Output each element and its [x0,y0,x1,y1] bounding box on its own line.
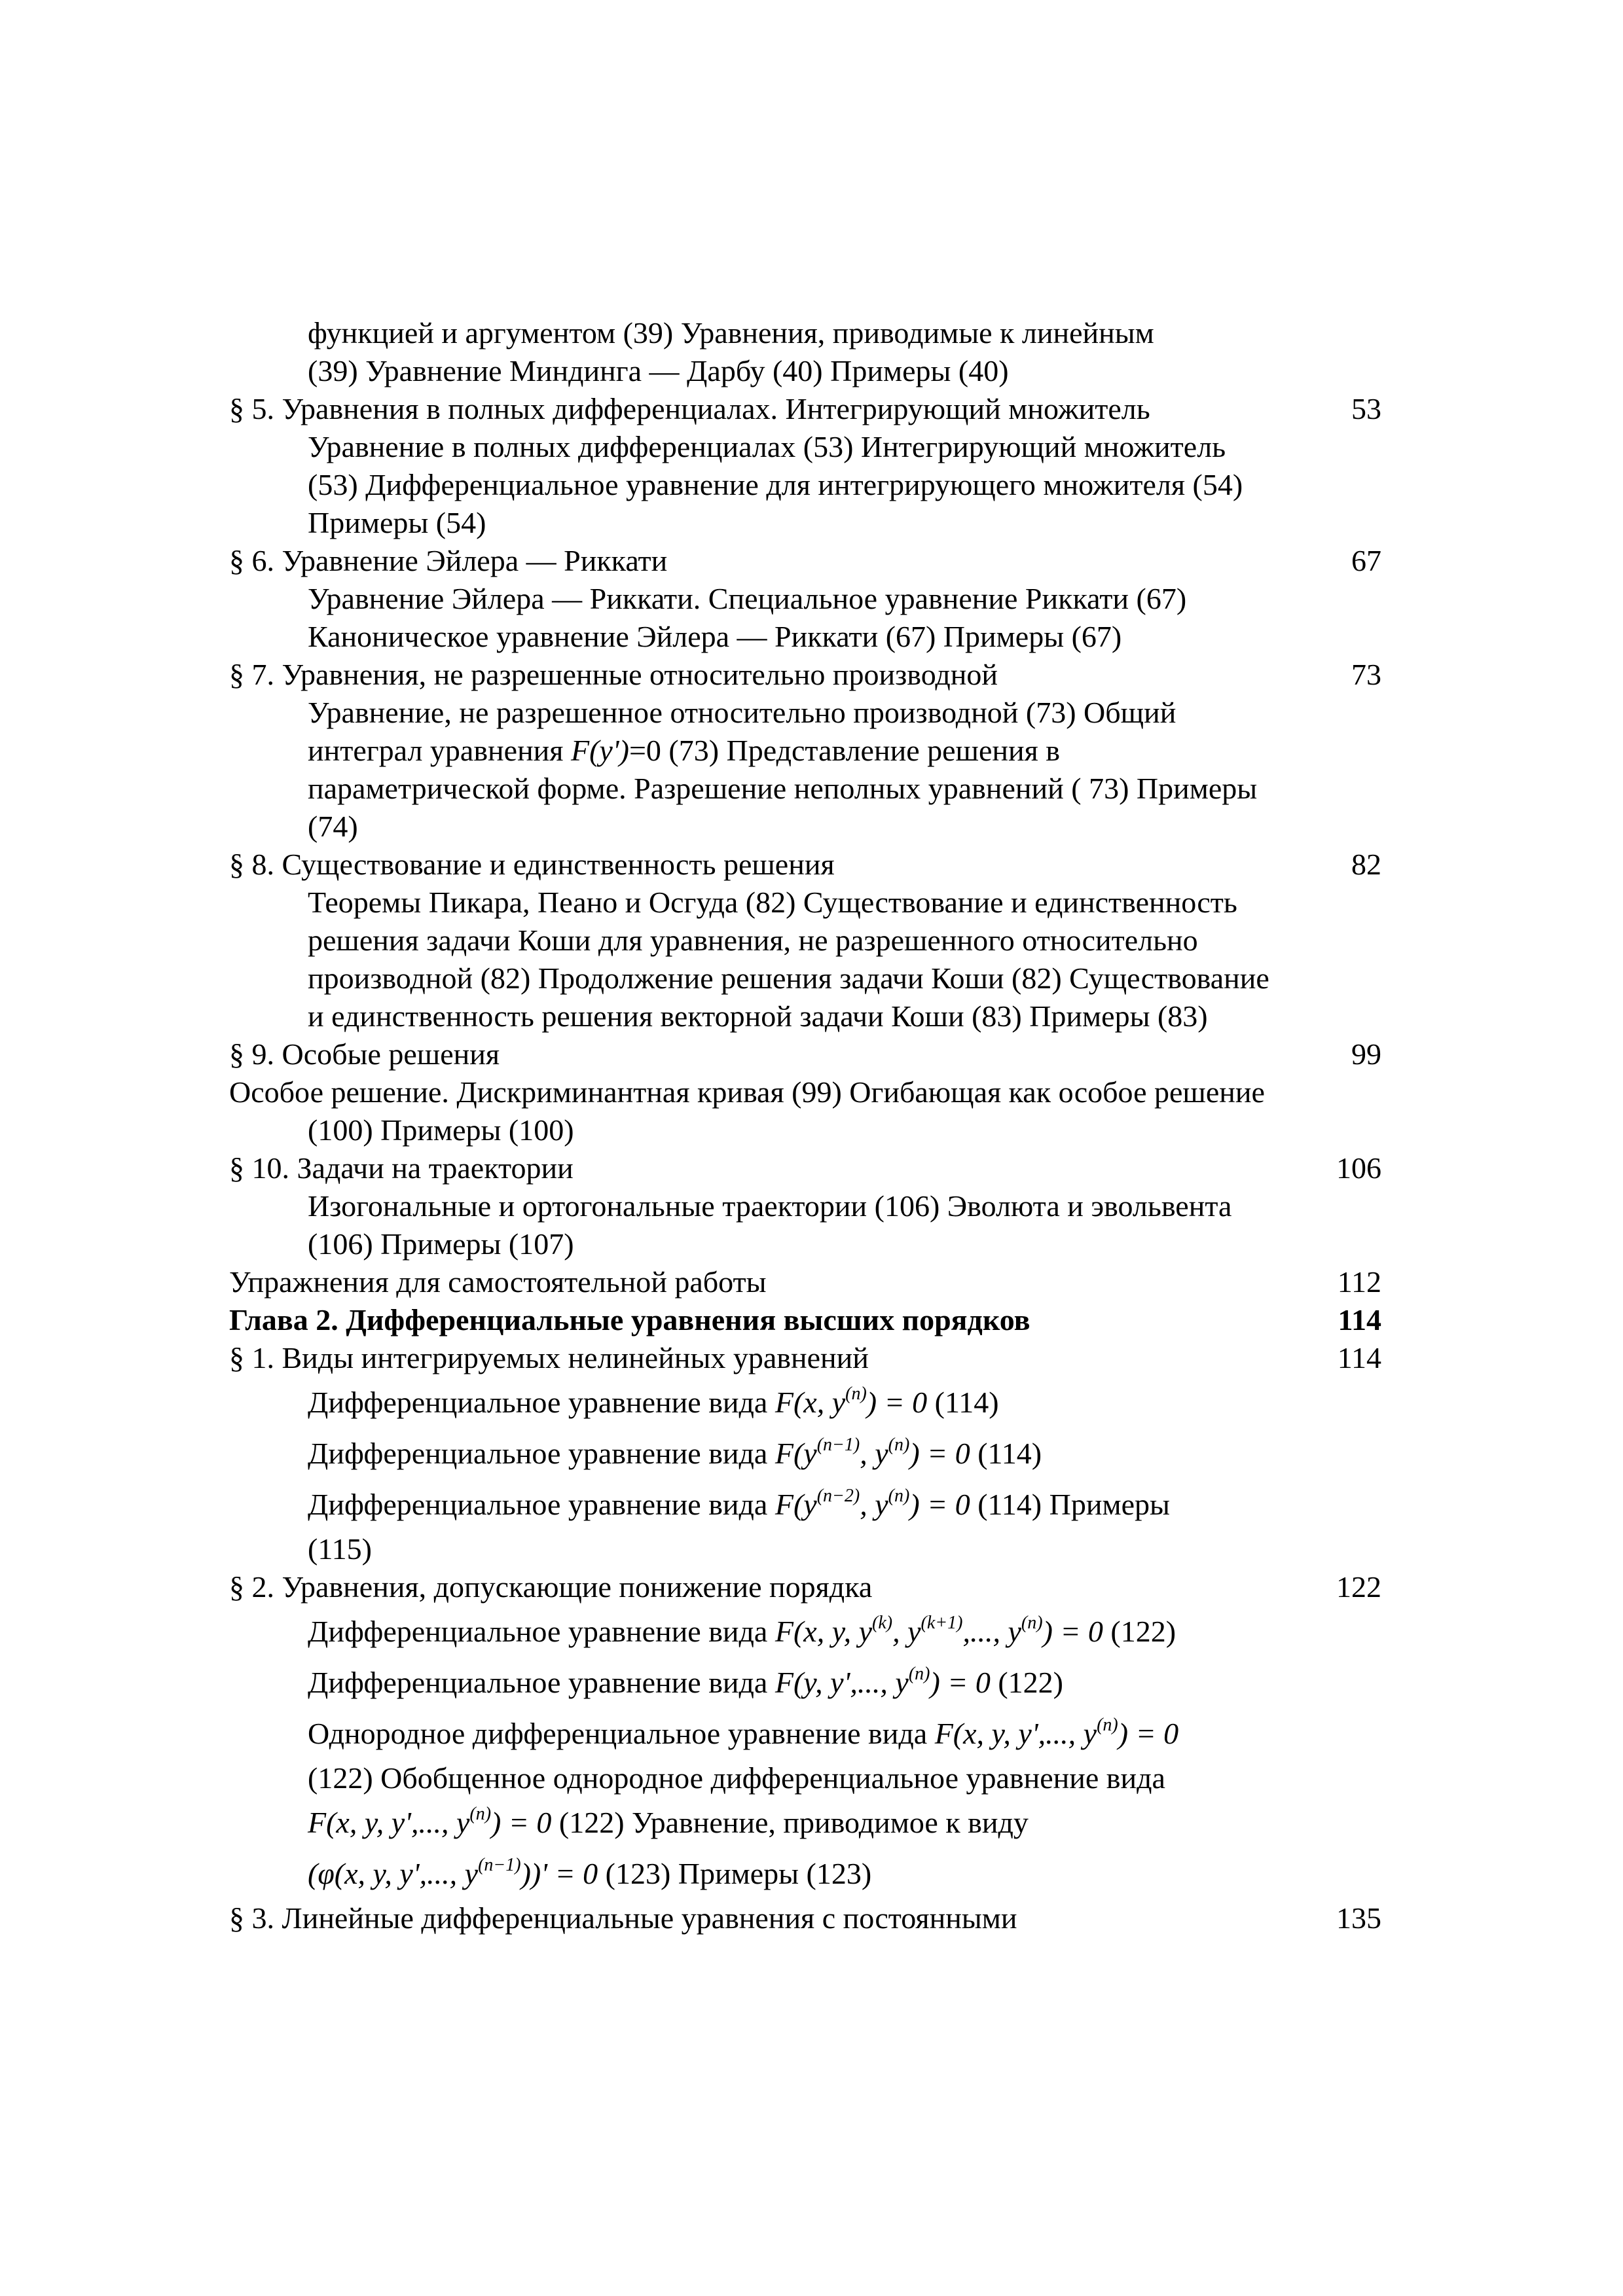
formula-part: , y [860,1437,888,1470]
formula-part: ,..., y [962,1615,1021,1648]
formula-sup: (n−1) [478,1855,521,1875]
formula-sup: (k) [872,1613,893,1633]
toc-subentry-formula [229,1708,1381,1759]
formula-f1 [775,1386,927,1419]
entry-title-pre: Однородное дифференциальное уравнение вида [308,1717,935,1750]
toc-subentry-formula [229,1797,1381,1848]
entry-title-post: (122) [990,1666,1063,1699]
entry-title: Уравнение, не разрешенное относительно производной (73) Общий [308,696,1176,729]
formula-part: ) = 0 [1042,1615,1103,1648]
page-number: 106 [1336,1151,1381,1185]
entry-title: Теоремы Пикара, Пеано и Осгуда (82) Существование и единственность решения задачи Коши для уравнения, не разрешенного относительно производной (82) Продолжение решения задачи Коши (82) Существование и единственность решения векторной задачи Коши (83) Примеры (83) [308,886,1269,1033]
formula-f5 [775,1666,991,1699]
formula-part: F(y [775,1437,817,1470]
entry-title: (39) Уравнение Миндинга — Дарбу (40) Примеры (40) [308,354,1009,387]
formula-part: F(x, y [775,1386,846,1419]
entry-title: Изогональные и ортогональные траектории (106) Эволюта и эвольвента (106) Примеры (107) [308,1189,1232,1261]
formula-sup: (n) [1097,1715,1118,1735]
toc-ch2-section-3[interactable] [229,1899,1381,1937]
entry-title-pre: Дифференциальное уравнение вида [308,1615,775,1648]
toc-subentries [229,428,1381,542]
formula-sup: (n) [888,1486,910,1506]
section-title: § 2. Уравнения, допускающие понижение порядка [229,1570,873,1604]
entry-title-post: (114) Примеры [970,1488,1170,1521]
formula-part: ) = 0 [909,1437,970,1470]
toc-subentries [229,1187,1381,1263]
toc-subentry-formula [229,1848,1381,1899]
section-title: § 8. Существование и единственность решения [229,848,835,881]
entry-title: Уравнение Эйлера — Риккати. Специальное уравнение Риккати (67) Каноническое уравнение Эйлера — Риккати (67) Примеры (67) [308,582,1187,653]
table-of-contents [229,314,1381,1937]
toc-subentries [229,580,1381,656]
entry-title: функцией и аргументом (39) Уравнения, приводимые к линейным [308,316,1154,350]
toc-section-9[interactable] [229,1035,1381,1073]
formula-part: F(y [775,1488,817,1521]
formula-sup: (n) [845,1384,867,1404]
page-number: 53 [1351,392,1381,425]
toc-subentry-formula [229,1377,1381,1428]
toc-entry [229,314,1381,352]
formula-part: ) = 0 [930,1666,991,1699]
entry-title: (122) Обобщенное однородное дифференциальное уравнение вида [308,1761,1165,1795]
formula-part: , y [860,1488,888,1521]
section-title: § 7. Уравнения, не разрешенные относительно производной [229,658,998,691]
page-number: 73 [1351,658,1381,691]
page-number: 135 [1336,1901,1381,1935]
entry-title-post: (114) [927,1386,999,1419]
formula-f3 [775,1488,970,1521]
formula-f7 [308,1806,551,1839]
toc-entry [229,1759,1381,1797]
entry-title-pre: Дифференциальное уравнение вида [308,1386,775,1419]
formula-f4 [775,1615,1103,1648]
toc-subentry-formula [229,1428,1381,1479]
page-number: 122 [1336,1570,1381,1604]
toc-ch2-section-1[interactable] [229,1339,1381,1377]
toc-subentry-formula [229,1606,1381,1657]
toc-section-5[interactable] [229,390,1381,428]
entry-title-pre: Дифференциальное уравнение вида [308,1666,775,1699]
toc-subentries [229,694,1381,732]
formula-sup: (n−2) [816,1486,860,1506]
section-title: Упражнения для самостоятельной работы [229,1265,767,1299]
page-number: 82 [1351,848,1381,881]
toc-subentries [229,884,1381,1035]
page-number: 67 [1351,544,1381,577]
entry-title: (115) [308,1532,372,1566]
toc-subentry-formula [229,1657,1381,1708]
page-number: 114 [1337,1341,1381,1374]
page-number: 114 [1338,1303,1381,1336]
formula-sup: (k+1) [921,1613,963,1633]
formula-f2 [775,1437,970,1470]
entry-title-pre: Дифференциальное уравнение вида [308,1437,775,1470]
formula-part: ) = 0 [1118,1717,1179,1750]
toc-exercises[interactable] [229,1263,1381,1301]
formula-part: ) = 0 [909,1488,970,1521]
section-title: § 9. Особые решения [229,1037,500,1071]
toc-entry [229,1530,1381,1568]
toc-subentries [229,732,1381,846]
entry-title-post: (123) Примеры (123) [598,1857,872,1890]
toc-chapter-2[interactable] [229,1301,1381,1339]
toc-entry [229,352,1381,390]
formula-sup: (n) [888,1435,910,1455]
entry-title-post: =0 (73) Представление решения в параметрической форме. Разрешение неполных уравнений ( 73) Примеры (74) [308,734,1258,843]
entry-title: Особое решение. Дискриминантная кривая (99) Огибающая как особое решение (100) Примеры (100) [229,1075,1265,1147]
toc-ch2-section-2[interactable] [229,1568,1381,1606]
chapter-title: Глава 2. Дифференциальные уравнения высших порядков [229,1303,1030,1336]
formula-part: (φ(x, y, y',..., y [308,1857,479,1890]
formula-part: ) = 0 [866,1386,928,1419]
section-title: § 1. Виды интегрируемых нелинейных уравнений [229,1341,869,1374]
entry-title-post: (122) Уравнение, приводимое к виду [551,1806,1029,1839]
section-title: § 5. Уравнения в полных дифференциалах. Интегрирующий множитель [229,392,1150,425]
toc-subentries [229,1073,1381,1149]
formula-sup: (n) [469,1804,492,1824]
formula-sup: (n) [908,1664,930,1684]
entry-title-pre: интеграл уравнения [308,734,571,767]
toc-section-10[interactable] [229,1149,1381,1187]
section-title: § 3. Линейные дифференциальные уравнения с постоянными [229,1901,1017,1935]
section-title: § 10. Задачи на траектории [229,1151,574,1185]
inline-formula: F(y') [570,734,629,767]
formula-sup: (n) [1021,1613,1043,1633]
formula-f8 [308,1857,598,1890]
formula-part: F(x, y, y',..., y [934,1717,1097,1750]
entry-title: Уравнение в полных дифференциалах (53) Интегрирующий множитель (53) Дифференциальное уравнение для интегрирующего множителя (54) Примеры (54) [308,430,1243,539]
toc-section-7[interactable] [229,656,1381,694]
entry-title-post: (122) [1103,1615,1176,1648]
formula-part: , y [892,1615,921,1648]
formula-f6 [935,1717,1178,1750]
entry-title-pre: Дифференциальное уравнение вида [308,1488,775,1521]
page-number: 112 [1337,1265,1381,1299]
toc-section-6[interactable] [229,542,1381,580]
formula-part: ) = 0 [491,1806,552,1839]
formula-part: F(x, y, y [775,1615,872,1648]
formula-sup: (n−1) [816,1435,860,1455]
toc-section-8[interactable] [229,846,1381,884]
formula-part: ))' = 0 [520,1857,598,1890]
section-title: § 6. Уравнение Эйлера — Риккати [229,544,668,577]
entry-title-post: (114) [970,1437,1042,1470]
formula-part: F(x, y, y',..., y [308,1806,470,1839]
toc-subentry-formula [229,1479,1381,1530]
formula-part: F(y, y',..., y [775,1666,909,1699]
page-number: 99 [1351,1037,1381,1071]
